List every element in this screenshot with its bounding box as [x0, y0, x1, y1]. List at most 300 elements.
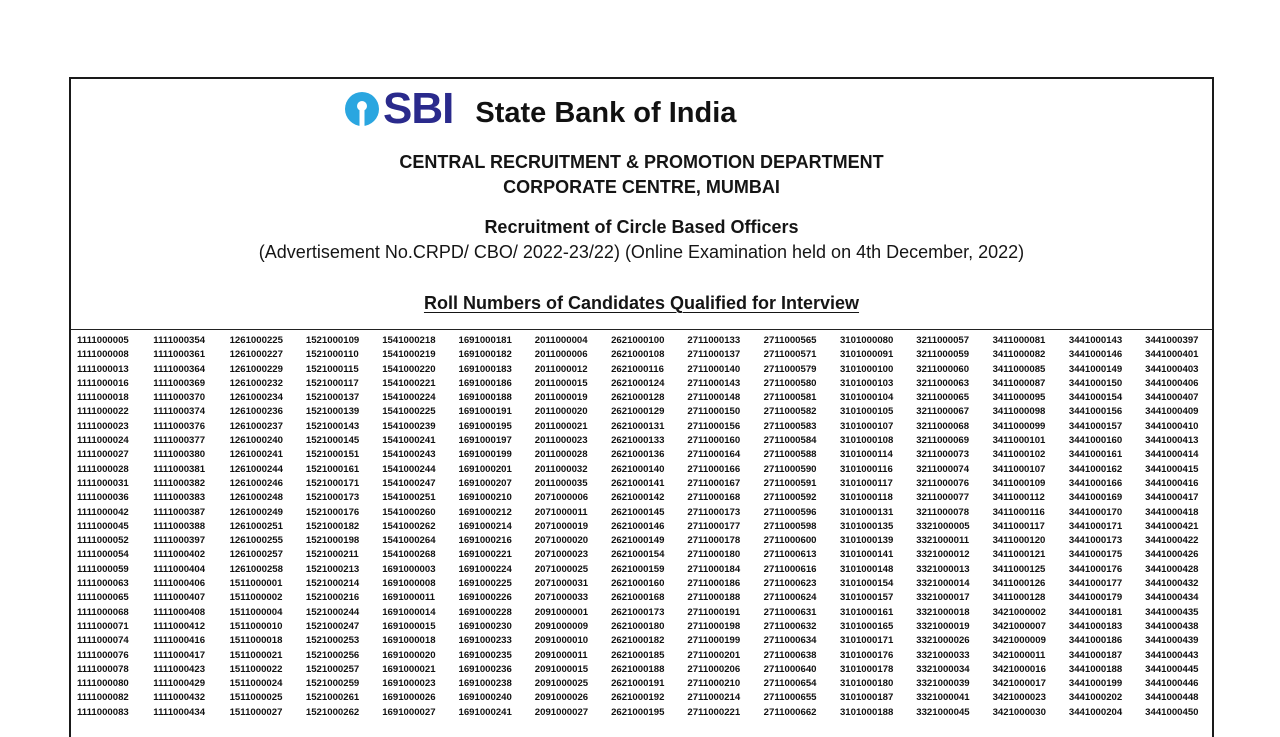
roll-number-cell: 2071000011 [534, 506, 588, 518]
roll-number-cell: 1111000417 [153, 649, 206, 661]
roll-number-cell: 1111000022 [77, 406, 129, 418]
roll-number-cell: 1111000432 [153, 692, 206, 704]
roll-number-cell: 1511000022 [229, 663, 283, 675]
roll-number-cell: 3441000415 [1145, 463, 1199, 475]
roll-number-cell: 1261000241 [229, 449, 283, 461]
roll-number-cell: 1111000388 [153, 520, 206, 532]
roll-number-cell: 1691000207 [458, 477, 512, 489]
roll-number-cell: 2621000116 [611, 363, 664, 375]
roll-number-cell: 1111000080 [77, 678, 129, 690]
roll-number-cell: 3421000016 [992, 663, 1046, 675]
roll-number-cell: 1511000001 [229, 578, 283, 590]
roll-number-cell: 2711000133 [687, 335, 741, 346]
roll-number-cell: 1521000145 [305, 435, 360, 447]
roll-number-cell: 2711000584 [763, 435, 817, 447]
roll-number-column [458, 334, 534, 720]
roll-number-cell: 3441000177 [1068, 578, 1123, 590]
roll-number-cell: 3441000162 [1068, 463, 1123, 475]
roll-number-cell: 2071000031 [534, 578, 589, 590]
roll-number-cell: 1111000054 [77, 549, 129, 561]
roll-number-cell: 3411000095 [992, 392, 1046, 404]
roll-number-cell: 3411000082 [992, 349, 1046, 361]
roll-number-cell: 3441000421 [1145, 520, 1199, 532]
roll-number-cell: 1521000253 [305, 635, 360, 647]
roll-number-cell: 2711000632 [763, 620, 817, 632]
roll-number-cell: 2711000571 [763, 349, 817, 361]
roll-number-cell: 2011000004 [534, 335, 588, 346]
roll-number-cell: 1541000224 [382, 392, 436, 404]
roll-number-cell: 2711000201 [687, 649, 741, 661]
roll-number-cell: 3411000087 [992, 377, 1046, 389]
roll-number-cell: 2621000168 [611, 592, 665, 604]
roll-number-cell: 3411000120 [992, 535, 1046, 547]
roll-number-cell: 1111000005 [77, 335, 129, 346]
roll-number-cell: 2011000032 [534, 463, 588, 475]
roll-number-cell: 3101000117 [839, 477, 893, 489]
roll-number-cell: 2711000177 [687, 520, 741, 532]
roll-number-cell: 2091000001 [534, 606, 589, 618]
roll-number-cell: 3411000085 [992, 363, 1046, 375]
roll-number-cell: 1541000219 [382, 349, 436, 361]
roll-number-column [1145, 334, 1221, 720]
roll-number-cell: 3441000406 [1145, 377, 1199, 389]
roll-number-cell: 3441000426 [1145, 549, 1199, 561]
roll-number-cell: 2711000167 [687, 477, 741, 489]
roll-number-cell: 1691000020 [382, 649, 436, 661]
roll-number-cell: 3441000161 [1068, 449, 1123, 461]
roll-number-cell: 1691000197 [458, 435, 512, 447]
roll-number-cell: 3101000141 [839, 549, 894, 561]
roll-number-cell: 2621000140 [611, 463, 665, 475]
roll-number-cell: 1521000247 [305, 620, 360, 632]
roll-number-cell: 1261000244 [229, 463, 283, 475]
roll-number-cell: 1111000404 [153, 563, 206, 575]
roll-number-cell: 3441000157 [1068, 420, 1123, 432]
roll-number-cell: 2711000654 [763, 678, 817, 690]
roll-number-cell: 1691000214 [458, 520, 512, 532]
roll-number-cell: 1541000241 [382, 435, 436, 447]
roll-number-cell: 1691000230 [458, 620, 512, 632]
roll-number-cell: 1111000412 [153, 620, 206, 632]
roll-number-cell: 2711000598 [763, 520, 817, 532]
roll-number-cell: 3421000017 [992, 678, 1046, 690]
roll-number-cell: 1111000013 [77, 363, 129, 375]
roll-number-cell: 3441000417 [1145, 492, 1199, 504]
roll-number-cell: 3421000002 [992, 606, 1046, 618]
roll-number-cell: 3321000026 [916, 635, 970, 647]
roll-number-cell: 3441000416 [1145, 477, 1199, 489]
roll-number-cell: 3321000012 [916, 549, 970, 561]
roll-number-cell: 1521000214 [305, 578, 360, 590]
roll-number-cell: 1521000261 [305, 692, 360, 704]
advertisement-line: (Advertisement No.CRPD/ CBO/ 2022-23/22) (Online Examination held on 4th December, 2022) [258, 242, 1025, 262]
roll-number-cell: 3101000165 [839, 620, 894, 632]
roll-number-cell: 1111000354 [153, 335, 206, 346]
roll-number-cell: 1691000015 [382, 620, 436, 632]
roll-number-cell: 2711000662 [763, 706, 817, 718]
roll-number-cell: 1261000225 [229, 335, 283, 346]
roll-number-cell: 3211000063 [916, 377, 970, 389]
roll-number-cell: 3101000148 [839, 563, 894, 575]
roll-number-cell: 1541000244 [382, 463, 436, 475]
roll-number-cell: 3411000099 [992, 420, 1046, 432]
roll-number-cell: 2711000638 [763, 649, 817, 661]
roll-number-cell: 1521000198 [305, 535, 360, 547]
roll-number-cell: 1111000387 [153, 506, 206, 518]
roll-number-cell: 3321000034 [916, 663, 970, 675]
roll-number-cell: 1521000262 [305, 706, 360, 718]
roll-number-cell: 2711000188 [687, 592, 741, 604]
roll-number-cell: 3411000126 [992, 578, 1046, 590]
roll-number-cell: 3421000023 [992, 692, 1046, 704]
roll-number-cell: 1111000376 [153, 420, 206, 432]
roll-number-cell: 3441000143 [1068, 335, 1123, 346]
roll-number-cell: 2011000021 [534, 420, 588, 432]
roll-number-cell: 2071000006 [534, 492, 589, 504]
roll-number-cell: 1261000258 [229, 563, 283, 575]
roll-number-cell: 3441000401 [1145, 349, 1199, 361]
roll-number-cell: 3441000171 [1068, 520, 1123, 532]
roll-number-cell: 3211000077 [916, 492, 970, 504]
roll-number-cell: 2711000166 [687, 463, 741, 475]
roll-number-column [687, 334, 763, 720]
roll-number-cell: 3211000076 [916, 477, 970, 489]
roll-number-cell: 3441000446 [1145, 678, 1199, 690]
roll-number-cell: 1521000213 [305, 563, 360, 575]
roll-number-table [77, 334, 1209, 720]
roll-number-cell: 1691000182 [458, 349, 512, 361]
roll-number-cell: 1511000021 [229, 649, 283, 661]
roll-number-cell: 2711000150 [687, 406, 741, 418]
roll-number-cell: 1111000408 [153, 606, 206, 618]
roll-number-cell: 3101000104 [839, 392, 894, 404]
roll-number-cell: 1691000210 [458, 492, 512, 504]
roll-number-cell: 2621000154 [611, 549, 665, 561]
roll-number-cell: 3101000135 [839, 520, 894, 532]
roll-number-cell: 2711000590 [763, 463, 817, 475]
roll-number-cell: 2621000173 [611, 606, 665, 618]
roll-number-cell: 3441000150 [1068, 377, 1123, 389]
roll-number-cell: 1511000025 [229, 692, 283, 704]
roll-number-cell: 3101000118 [839, 492, 893, 504]
roll-number-cell: 1691000216 [458, 535, 512, 547]
roll-number-cell: 3441000414 [1145, 449, 1199, 461]
roll-number-cell: 2091000009 [534, 620, 589, 632]
roll-number-cell: 3441000146 [1068, 349, 1123, 361]
roll-number-cell: 1541000268 [382, 549, 436, 561]
roll-number-cell: 3411000116 [992, 506, 1045, 518]
roll-number-cell: 1111000082 [77, 692, 129, 704]
roll-number-cell: 1261000229 [229, 363, 283, 375]
roll-number-column [382, 334, 458, 720]
roll-number-cell: 1691000027 [382, 706, 436, 718]
roll-number-cell: 2711000214 [687, 692, 741, 704]
roll-number-cell: 2621000145 [611, 506, 665, 518]
roll-number-cell: 1261000227 [229, 349, 283, 361]
roll-number-cell: 2711000640 [763, 663, 817, 675]
roll-number-cell: 1541000221 [382, 377, 436, 389]
roll-number-cell: 3211000073 [916, 449, 970, 461]
roll-number-cell: 3441000450 [1145, 706, 1199, 718]
roll-number-cell: 2011000023 [534, 435, 588, 447]
roll-number-cell: 2711000583 [763, 420, 817, 432]
roll-number-cell: 1541000260 [382, 506, 436, 518]
roll-number-cell: 3441000422 [1145, 535, 1199, 547]
roll-number-cell: 1111000380 [153, 449, 206, 461]
roll-number-cell: 1511000004 [229, 606, 283, 618]
roll-number-cell: 1111000059 [77, 563, 129, 575]
roll-number-cell: 2711000137 [687, 349, 741, 361]
roll-number-cell: 1521000139 [305, 406, 360, 418]
roll-number-cell: 3441000413 [1145, 435, 1199, 447]
roll-number-column [535, 334, 611, 720]
roll-number-cell: 3211000060 [916, 363, 970, 375]
roll-number-cell: 2621000129 [611, 406, 665, 418]
roll-number-cell: 2711000591 [763, 477, 817, 489]
roll-number-cell: 2621000108 [611, 349, 665, 361]
roll-number-cell: 1261000240 [229, 435, 283, 447]
roll-number-cell: 1691000236 [458, 663, 512, 675]
roll-number-cell: 2621000191 [611, 678, 665, 690]
roll-number-cell: 3411000125 [992, 563, 1046, 575]
roll-number-cell: 1511000018 [229, 635, 283, 647]
roll-number-cell: 1111000063 [77, 578, 129, 590]
roll-number-cell: 2711000221 [687, 706, 741, 718]
roll-number-cell: 3101000187 [839, 692, 894, 704]
roll-number-cell: 1541000247 [382, 477, 436, 489]
roll-number-cell: 1691000021 [382, 663, 436, 675]
roll-number-cell: 2091000011 [534, 649, 588, 661]
bank-name: State Bank of India [475, 97, 737, 129]
roll-number-cell: 3441000434 [1145, 592, 1199, 604]
roll-number-cell: 2621000141 [611, 477, 665, 489]
roll-number-cell: 1261000232 [229, 377, 283, 389]
roll-number-cell: 1521000117 [305, 377, 359, 389]
roll-number-cell: 3441000397 [1145, 335, 1199, 346]
roll-number-cell: 2711000148 [687, 392, 741, 404]
roll-number-cell: 3411000102 [992, 449, 1046, 461]
roll-number-cell: 1691000191 [458, 406, 512, 418]
roll-number-cell: 1111000377 [153, 435, 206, 447]
roll-number-cell: 1691000240 [458, 692, 512, 704]
roll-number-cell: 1691000228 [458, 606, 512, 618]
roll-number-cell: 1521000176 [305, 506, 360, 518]
roll-number-cell: 1521000171 [305, 477, 360, 489]
roll-number-cell: 1111000416 [153, 635, 206, 647]
roll-number-cell: 3441000435 [1145, 606, 1199, 618]
roll-number-cell: 3411000109 [992, 477, 1046, 489]
roll-number-cell: 3101000103 [839, 377, 894, 389]
roll-number-cell: 3101000091 [839, 349, 894, 361]
roll-number-cell: 1691000199 [458, 449, 512, 461]
roll-number-cell: 3421000007 [992, 620, 1046, 632]
roll-number-cell: 1111000364 [153, 363, 206, 375]
roll-number-cell: 1691000183 [458, 363, 512, 375]
roll-number-cell: 3441000166 [1068, 477, 1123, 489]
roll-number-cell: 3101000080 [839, 335, 894, 346]
roll-number-cell: 1691000195 [458, 420, 512, 432]
roll-number-cell: 2711000206 [687, 663, 741, 675]
sbi-keyhole-logo-icon [343, 90, 381, 128]
roll-number-cell: 3321000019 [916, 620, 970, 632]
roll-number-cell: 1521000161 [305, 463, 360, 475]
roll-number-cell: 3441000403 [1145, 363, 1199, 375]
roll-number-cell: 1511000010 [229, 620, 283, 632]
roll-number-cell: 1691000225 [458, 578, 512, 590]
roll-number-cell: 3411000101 [992, 435, 1046, 447]
roll-number-cell: 3441000443 [1145, 649, 1199, 661]
roll-number-cell: 3101000178 [839, 663, 894, 675]
roll-number-cell: 1111000074 [77, 635, 129, 647]
roll-number-column [306, 334, 382, 720]
roll-number-cell: 3441000409 [1145, 406, 1199, 418]
roll-number-cell: 3411000107 [992, 463, 1046, 475]
roll-number-cell: 2711000588 [763, 449, 817, 461]
roll-number-cell: 2711000582 [763, 406, 817, 418]
roll-number-cell: 2011000028 [534, 449, 588, 461]
roll-number-cell: 1111000027 [77, 449, 129, 461]
roll-number-cell: 2621000124 [611, 377, 665, 389]
roll-number-cell: 3321000011 [916, 535, 970, 547]
roll-number-cell: 2011000019 [534, 392, 588, 404]
roll-number-cell: 2711000210 [687, 678, 741, 690]
roll-number-cell: 2071000020 [534, 535, 589, 547]
roll-number-cell: 3441000204 [1068, 706, 1123, 718]
roll-number-column [77, 334, 153, 720]
roll-number-cell: 3441000154 [1068, 392, 1123, 404]
roll-number-cell: 3101000157 [839, 592, 894, 604]
roll-number-cell: 1521000259 [305, 678, 360, 690]
roll-number-cell: 1261000249 [229, 506, 283, 518]
roll-number-cell: 1111000083 [77, 706, 129, 718]
roll-number-cell: 2071000033 [534, 592, 589, 604]
roll-number-cell: 3441000179 [1068, 592, 1123, 604]
roll-number-column [1069, 334, 1145, 720]
roll-number-cell: 1691000241 [458, 706, 512, 718]
roll-number-cell: 3321000014 [916, 578, 970, 590]
roll-number-cell: 3411000121 [992, 549, 1046, 561]
roll-number-cell: 2091000026 [534, 692, 589, 704]
roll-number-cell: 3101000108 [839, 435, 894, 447]
roll-number-cell: 1111000369 [153, 377, 206, 389]
roll-number-cell: 2621000133 [611, 435, 665, 447]
roll-number-cell: 1111000023 [77, 420, 129, 432]
roll-number-cell: 3441000202 [1068, 692, 1123, 704]
roll-number-cell: 3321000013 [916, 563, 970, 575]
roll-number-cell: 1261000248 [229, 492, 283, 504]
roll-number-cell: 3441000439 [1145, 635, 1199, 647]
roll-number-cell: 3441000438 [1145, 620, 1199, 632]
roll-number-cell: 2011000006 [534, 349, 588, 361]
roll-number-cell: 1691000011 [382, 592, 436, 604]
roll-number-cell: 1261000257 [229, 549, 283, 561]
roll-number-cell: 2711000140 [687, 363, 741, 375]
roll-number-cell: 3441000432 [1145, 578, 1199, 590]
roll-number-cell: 1521000143 [305, 420, 360, 432]
roll-number-cell: 2071000025 [534, 563, 589, 575]
roll-number-cell: 1521000137 [305, 392, 360, 404]
roll-number-cell: 1541000225 [382, 406, 436, 418]
roll-number-cell: 3441000149 [1068, 363, 1123, 375]
roll-number-cell: 3441000188 [1068, 663, 1123, 675]
roll-number-cell: 1691000224 [458, 563, 512, 575]
roll-number-cell: 1111000370 [153, 392, 206, 404]
roll-number-cell: 1111000042 [77, 506, 129, 518]
roll-number-cell: 1111000078 [77, 663, 129, 675]
roll-number-cell: 1111000397 [153, 535, 206, 547]
roll-number-cell: 2711000173 [687, 506, 741, 518]
roll-number-cell: 3321000018 [916, 606, 970, 618]
roll-number-column [764, 334, 840, 720]
roll-number-cell: 2621000136 [611, 449, 665, 461]
notice-document [69, 77, 1214, 737]
roll-number-cell: 1111000045 [77, 520, 129, 532]
roll-number-cell: 2621000128 [611, 392, 665, 404]
roll-number-cell: 3441000183 [1068, 620, 1123, 632]
roll-number-cell: 1261000237 [229, 420, 283, 432]
roll-number-cell: 3441000170 [1068, 506, 1123, 518]
roll-number-cell: 1111000065 [77, 592, 129, 604]
roll-number-cell: 3441000175 [1068, 549, 1123, 561]
roll-number-cell: 3411000098 [992, 406, 1046, 418]
roll-number-cell: 2621000159 [611, 563, 665, 575]
roll-number-cell: 1111000374 [153, 406, 206, 418]
roll-number-cell: 1521000115 [305, 363, 359, 375]
roll-number-cell: 3441000169 [1068, 492, 1123, 504]
roll-number-cell: 1691000212 [458, 506, 512, 518]
roll-number-cell: 3321000039 [916, 678, 970, 690]
roll-number-cell: 2621000160 [611, 578, 665, 590]
roll-number-cell: 3101000139 [839, 535, 894, 547]
roll-number-cell: 1521000109 [305, 335, 360, 346]
roll-number-cell: 1511000027 [229, 706, 283, 718]
roll-number-cell: 3101000176 [839, 649, 894, 661]
roll-number-cell: 2711000600 [763, 535, 817, 547]
roll-number-cell: 1691000018 [382, 635, 436, 647]
roll-number-cell: 3101000107 [839, 420, 894, 432]
roll-number-cell: 2711000592 [763, 492, 817, 504]
roll-number-cell: 2711000623 [763, 578, 817, 590]
roll-number-cell: 3101000171 [839, 635, 894, 647]
roll-number-cell: 1521000110 [305, 349, 359, 361]
roll-number-cell: 1111000407 [153, 592, 206, 604]
roll-number-cell: 3411000081 [992, 335, 1046, 346]
roll-number-cell: 3101000180 [839, 678, 894, 690]
roll-number-column [916, 334, 992, 720]
roll-number-cell: 3441000418 [1145, 506, 1199, 518]
roll-number-cell: 1261000236 [229, 406, 283, 418]
roll-number-cell: 2711000616 [763, 563, 817, 575]
roll-number-cell: 1541000243 [382, 449, 436, 461]
roll-number-cell: 3211000068 [916, 420, 970, 432]
roll-number-cell: 3321000017 [916, 592, 970, 604]
roll-number-cell: 1691000003 [382, 563, 436, 575]
roll-number-cell: 1521000211 [305, 549, 359, 561]
roll-number-cell: 2621000192 [611, 692, 665, 704]
roll-number-cell: 2711000655 [763, 692, 817, 704]
roll-number-cell: 2091000010 [534, 635, 589, 647]
roll-number-cell: 3421000011 [992, 649, 1046, 661]
roll-number-cell: 1691000221 [458, 549, 512, 561]
roll-number-cell: 2011000012 [534, 363, 588, 375]
roll-number-column [993, 334, 1069, 720]
roll-number-cell: 3441000407 [1145, 392, 1199, 404]
roll-number-cell: 1111000008 [77, 349, 129, 361]
roll-number-cell: 2091000025 [534, 678, 589, 690]
roll-number-cell: 3321000033 [916, 649, 970, 661]
roll-number-cell: 2621000195 [611, 706, 665, 718]
roll-number-cell: 1541000262 [382, 520, 436, 532]
